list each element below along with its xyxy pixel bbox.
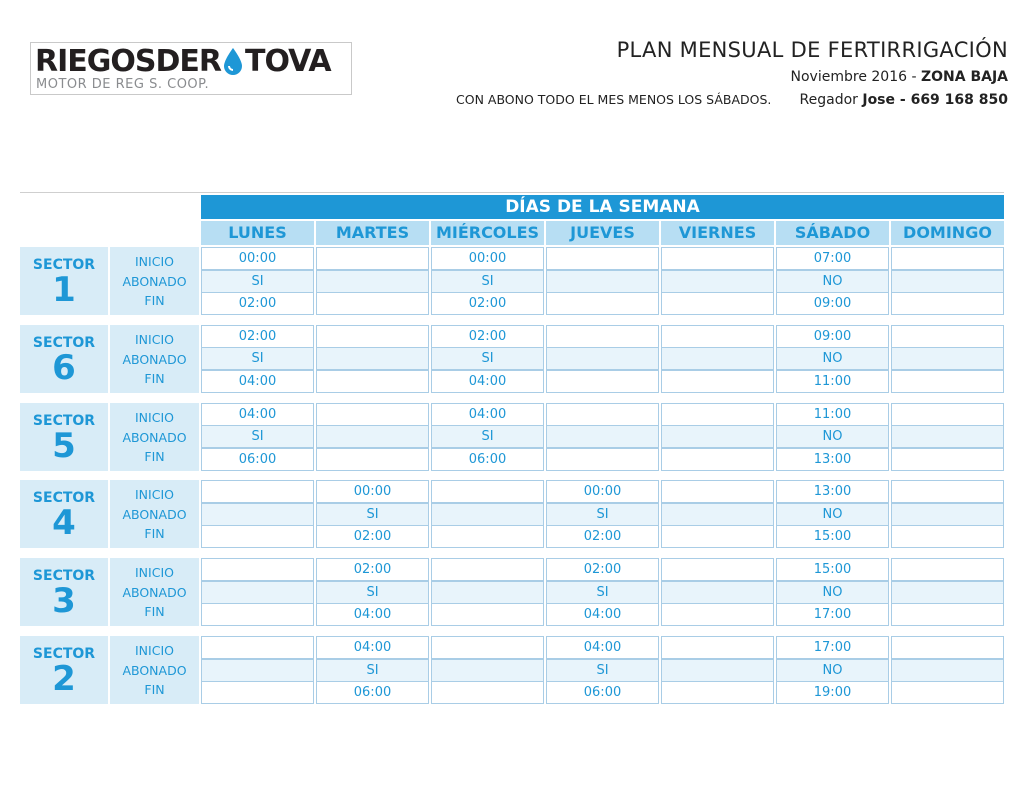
- schedule-cell-inicio: [316, 325, 429, 348]
- schedule-cell-fin: 02:00: [316, 525, 429, 548]
- schedule-cell-inicio: 02:00: [431, 325, 544, 348]
- schedule-cell-fin: 02:00: [546, 525, 659, 548]
- schedule-cell-fin: 02:00: [201, 292, 314, 315]
- schedule-cell-abonado: [661, 581, 774, 604]
- schedule-cell-inicio: [891, 636, 1004, 659]
- schedule-cell-inicio: 13:00: [776, 480, 889, 503]
- schedule-cell-abonado: SI: [201, 270, 314, 293]
- sector-label: [20, 636, 108, 704]
- sector-number: 4: [52, 503, 76, 544]
- schedule-cell-fin: [431, 603, 544, 626]
- schedule-cell-inicio: 00:00: [201, 247, 314, 270]
- schedule-cell-inicio: [201, 558, 314, 581]
- schedule-cell-inicio: 15:00: [776, 558, 889, 581]
- schedule-cell-abonado: [201, 503, 314, 526]
- sector-number: 6: [52, 347, 76, 388]
- schedule-cell-fin: 04:00: [316, 603, 429, 626]
- schedule-cell-inicio: [891, 480, 1004, 503]
- schedule-cell-abonado: NO: [776, 347, 889, 370]
- schedule-cell-abonado: [891, 270, 1004, 293]
- row-labels: [110, 636, 199, 704]
- row-label-inicio: INICIO: [135, 254, 174, 269]
- schedule-cell-inicio: 07:00: [776, 247, 889, 270]
- schedule-cell-abonado: [891, 347, 1004, 370]
- schedule-cell-fin: [891, 603, 1004, 626]
- schedule-cell-inicio: 09:00: [776, 325, 889, 348]
- row-label-inicio: INICIO: [135, 409, 174, 425]
- schedule-cell-fin: [431, 525, 544, 548]
- sector-word: SECTOR: [32, 646, 96, 662]
- schedule-cell-abonado: SI: [316, 581, 429, 604]
- schedule-cell-abonado: [546, 270, 659, 293]
- schedule-cell-fin: 19:00: [776, 681, 889, 704]
- schedule-cell-abonado: [661, 270, 774, 293]
- schedule-cell-inicio: 02:00: [546, 558, 659, 581]
- row-label-abonado: ABONADO: [122, 351, 187, 367]
- schedule-cell-inicio: 00:00: [546, 480, 659, 503]
- schedule-cell-fin: 11:00: [776, 370, 889, 393]
- schedule-cell-fin: [201, 603, 314, 626]
- schedule-cell-abonado: SI: [316, 659, 429, 682]
- schedule-cell-fin: [891, 292, 1004, 315]
- schedule-cell-inicio: [891, 558, 1004, 581]
- schedule-cell-inicio: 17:00: [776, 636, 889, 659]
- row-label-fin: FIN: [144, 526, 165, 542]
- row-label-inicio: INICIO: [135, 565, 174, 581]
- logo-wordmark: [35, 44, 331, 81]
- schedule-cell-fin: [201, 681, 314, 704]
- schedule-cell-abonado: SI: [431, 425, 544, 448]
- row-label-fin: FIN: [144, 370, 165, 386]
- schedule-cell-fin: [431, 681, 544, 704]
- day-header-miercoles: MIÉRCOLES: [431, 221, 544, 245]
- schedule-cell-fin: 06:00: [546, 681, 659, 704]
- row-label-abonado: ABONADO: [122, 274, 187, 289]
- schedule-cell-inicio: 04:00: [431, 403, 544, 426]
- schedule-cell-inicio: [431, 480, 544, 503]
- schedule-cell-abonado: SI: [431, 347, 544, 370]
- schedule-cell-abonado: [431, 503, 544, 526]
- header-divider: [20, 192, 1004, 193]
- sector-number: 1: [52, 270, 76, 310]
- schedule-cell-fin: 04:00: [431, 370, 544, 393]
- schedule-cell-inicio: [546, 247, 659, 270]
- schedule-cell-inicio: [661, 558, 774, 581]
- schedule-cell-inicio: 00:00: [431, 247, 544, 270]
- logo-subtitle: MOTOR DE REG S. COOP.: [36, 77, 210, 92]
- day-header-sabado: SÁBADO: [776, 221, 889, 245]
- schedule-cell-abonado: [661, 659, 774, 682]
- schedule-cell-fin: 04:00: [546, 603, 659, 626]
- schedule-cell-inicio: [201, 636, 314, 659]
- schedule-cell-inicio: [431, 636, 544, 659]
- schedule-cell-fin: [661, 681, 774, 704]
- schedule-cell-abonado: [661, 425, 774, 448]
- schedule-cell-abonado: SI: [431, 270, 544, 293]
- schedule-cell-inicio: 04:00: [316, 636, 429, 659]
- days-banner: DÍAS DE LA SEMANA: [201, 195, 1004, 219]
- zone-text: ZONA BAJA: [920, 69, 1008, 85]
- day-header-viernes: VIERNES: [661, 221, 774, 245]
- schedule-cell-inicio: [201, 480, 314, 503]
- sector-number: 5: [52, 425, 76, 466]
- schedule-cell-fin: [661, 370, 774, 393]
- month-text: Noviembre 2016 -: [790, 69, 921, 85]
- schedule-cell-abonado: NO: [776, 503, 889, 526]
- schedule-cell-abonado: [891, 425, 1004, 448]
- company-logo: [30, 42, 352, 95]
- sector-label: [20, 247, 108, 315]
- schedule-cell-abonado: NO: [776, 659, 889, 682]
- row-label-abonado: ABONADO: [122, 507, 187, 523]
- schedule-cell-fin: 02:00: [431, 292, 544, 315]
- sector-word: SECTOR: [32, 490, 96, 507]
- schedule-cell-fin: [316, 292, 429, 315]
- schedule-cell-inicio: 02:00: [316, 558, 429, 581]
- schedule-cell-abonado: [431, 581, 544, 604]
- schedule-cell-fin: [891, 525, 1004, 548]
- row-label-fin: FIN: [144, 448, 165, 464]
- row-label-fin: FIN: [144, 604, 165, 620]
- schedule-cell-inicio: [661, 480, 774, 503]
- schedule-cell-abonado: SI: [201, 347, 314, 370]
- row-label-fin: FIN: [144, 682, 165, 697]
- schedule-cell-inicio: [891, 325, 1004, 348]
- row-label-abonado: ABONADO: [122, 585, 187, 601]
- schedule-cell-abonado: SI: [546, 659, 659, 682]
- day-header-jueves: JUEVES: [546, 221, 659, 245]
- sector-word: SECTOR: [32, 257, 96, 273]
- schedule-cell-inicio: 02:00: [201, 325, 314, 348]
- schedule-cell-fin: 09:00: [776, 292, 889, 315]
- sector-label: [20, 325, 108, 393]
- schedule-cell-fin: 06:00: [201, 448, 314, 471]
- schedule-cell-fin: 13:00: [776, 448, 889, 471]
- schedule-cell-abonado: [201, 581, 314, 604]
- fertilizer-note: CON ABONO TODO EL MES MENOS LOS SÁBADOS.: [456, 92, 772, 107]
- schedule-cell-fin: [661, 603, 774, 626]
- sector-label: [20, 403, 108, 471]
- schedule-cell-inicio: [661, 325, 774, 348]
- regador-value: Jose - 669 168 850: [862, 92, 1008, 108]
- schedule-cell-inicio: [431, 558, 544, 581]
- row-label-inicio: INICIO: [135, 331, 174, 347]
- schedule-cell-abonado: SI: [201, 425, 314, 448]
- row-label-fin: FIN: [144, 293, 165, 308]
- row-labels: [110, 403, 199, 471]
- day-header-domingo: DOMINGO: [891, 221, 1004, 245]
- row-labels: [110, 558, 199, 626]
- schedule-cell-inicio: [661, 247, 774, 270]
- schedule-cell-fin: [891, 681, 1004, 704]
- sector-number: 2: [52, 659, 76, 699]
- row-labels: [110, 480, 199, 548]
- schedule-cell-fin: 15:00: [776, 525, 889, 548]
- sector-number: 3: [52, 581, 76, 622]
- schedule-cell-fin: [546, 292, 659, 315]
- sector-label: [20, 480, 108, 548]
- schedule-cell-fin: [201, 525, 314, 548]
- schedule-cell-abonado: [891, 581, 1004, 604]
- schedule-cell-fin: [661, 448, 774, 471]
- schedule-cell-fin: 04:00: [201, 370, 314, 393]
- month-zone: [791, 69, 1008, 85]
- schedule-cell-fin: [546, 370, 659, 393]
- schedule-cell-abonado: [546, 425, 659, 448]
- schedule-cell-inicio: [546, 403, 659, 426]
- schedule-cell-inicio: 04:00: [546, 636, 659, 659]
- sector-word: SECTOR: [32, 334, 96, 351]
- page-title: PLAN MENSUAL DE FERTIRRIGACIÓN: [616, 38, 1008, 62]
- schedule-cell-abonado: [546, 347, 659, 370]
- schedule-cell-inicio: [316, 403, 429, 426]
- regador-info: [800, 92, 1008, 108]
- schedule-cell-inicio: [891, 247, 1004, 270]
- schedule-cell-fin: [316, 448, 429, 471]
- schedule-cell-inicio: 00:00: [316, 480, 429, 503]
- schedule-cell-abonado: [316, 270, 429, 293]
- schedule-cell-abonado: [316, 425, 429, 448]
- row-label-inicio: INICIO: [135, 487, 174, 503]
- schedule-cell-abonado: SI: [546, 581, 659, 604]
- schedule-cell-abonado: [891, 503, 1004, 526]
- row-labels: [110, 247, 199, 315]
- schedule-cell-fin: [316, 370, 429, 393]
- schedule-cell-fin: 06:00: [431, 448, 544, 471]
- schedule-cell-inicio: [891, 403, 1004, 426]
- schedule-cell-abonado: NO: [776, 425, 889, 448]
- schedule-cell-fin: [546, 448, 659, 471]
- schedule-cell-abonado: [316, 347, 429, 370]
- schedule-cell-fin: [891, 448, 1004, 471]
- row-label-abonado: ABONADO: [122, 429, 187, 445]
- sector-label: [20, 558, 108, 626]
- schedule-cell-abonado: [431, 659, 544, 682]
- schedule-cell-abonado: SI: [316, 503, 429, 526]
- sector-word: SECTOR: [32, 568, 96, 585]
- schedule-cell-fin: 06:00: [316, 681, 429, 704]
- schedule-cell-inicio: [546, 325, 659, 348]
- day-header-martes: MARTES: [316, 221, 429, 245]
- schedule-cell-inicio: [661, 403, 774, 426]
- schedule-cell-fin: [661, 292, 774, 315]
- schedule-cell-abonado: NO: [776, 270, 889, 293]
- day-header-lunes: LUNES: [201, 221, 314, 245]
- schedule-cell-inicio: 11:00: [776, 403, 889, 426]
- schedule-cell-fin: [891, 370, 1004, 393]
- schedule-cell-abonado: [661, 347, 774, 370]
- row-labels: [110, 325, 199, 393]
- schedule-cell-fin: 17:00: [776, 603, 889, 626]
- schedule-cell-abonado: SI: [546, 503, 659, 526]
- schedule-cell-abonado: [201, 659, 314, 682]
- schedule-cell-abonado: NO: [776, 581, 889, 604]
- row-label-inicio: INICIO: [135, 643, 174, 658]
- sector-word: SECTOR: [32, 412, 96, 429]
- schedule-cell-inicio: 04:00: [201, 403, 314, 426]
- logo-text-right: TOVA: [245, 44, 331, 79]
- schedule-cell-abonado: [891, 659, 1004, 682]
- water-drop-icon: [222, 47, 244, 81]
- schedule-cell-inicio: [316, 247, 429, 270]
- logo-text-left: RIEGOSDER: [35, 44, 221, 79]
- regador-label: Regador: [799, 92, 863, 108]
- schedule-cell-inicio: [661, 636, 774, 659]
- row-label-abonado: ABONADO: [122, 663, 187, 678]
- schedule-cell-fin: [661, 525, 774, 548]
- schedule-cell-abonado: [661, 503, 774, 526]
